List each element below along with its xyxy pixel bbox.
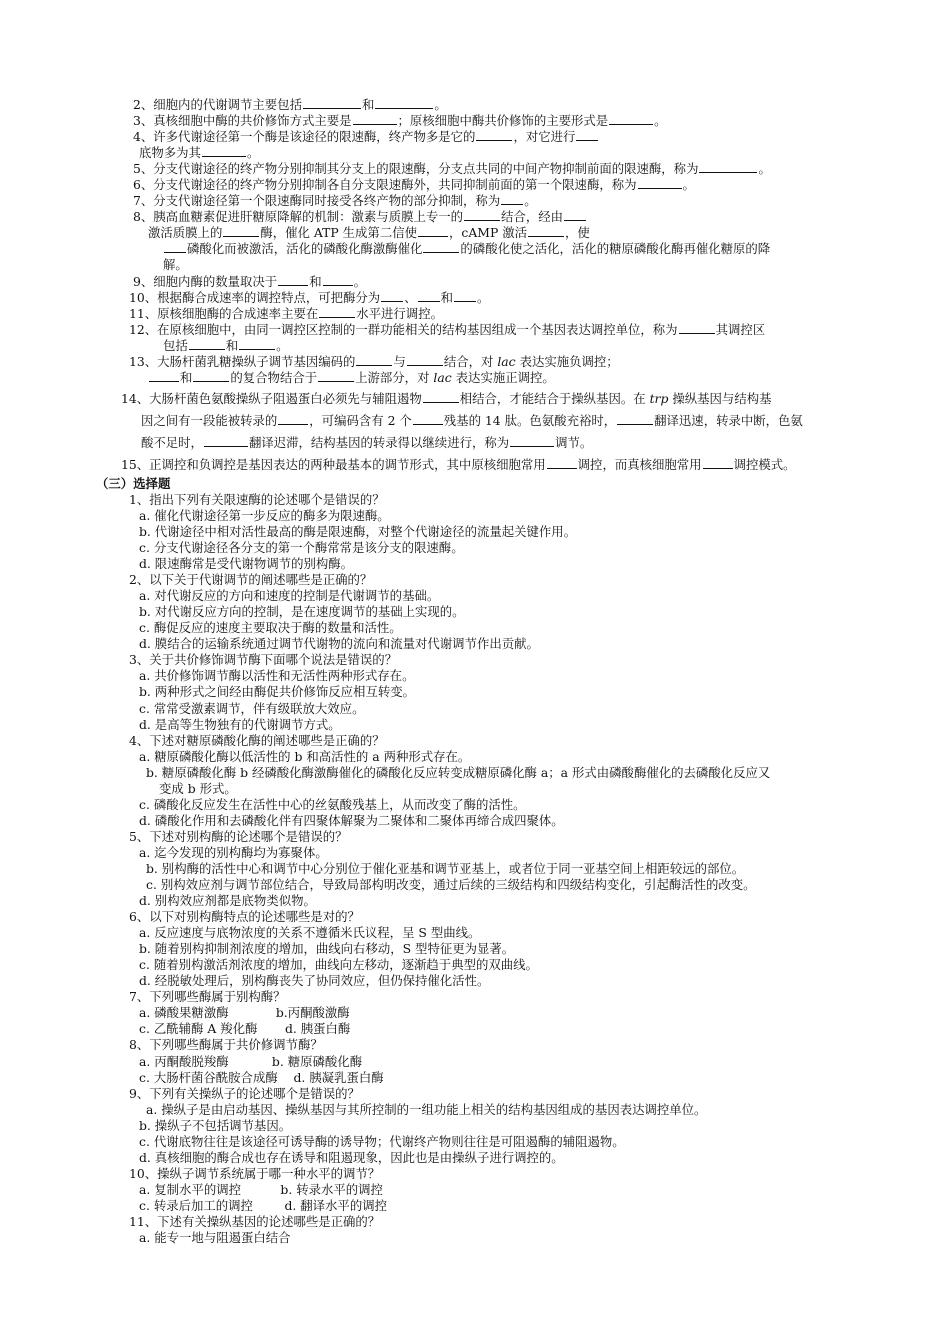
- question-text: 。: [434, 97, 447, 112]
- answer-option: b. 代谢途径中相对活性最高的酶是限速酶，对整个代谢途径的流量起关键作用。: [139, 523, 577, 539]
- answer-option: c. 磷酸化反应发生在活性中心的丝氨酸残基上，从而改变了酶的活性。: [139, 796, 526, 812]
- question-line: [0, 274, 950, 290]
- answer-option: d. 膜结合的运输系统通过调节代谢物的流向和流量对代谢调节作出贡献。: [139, 636, 539, 652]
- question-line: [0, 432, 950, 454]
- question-text: 。: [654, 113, 667, 129]
- question-stem: 5、下述对别构酶的论述哪个是错误的？: [129, 828, 348, 844]
- question-stem: 1、指出下列有关限速酶的论述哪个是错误的？: [129, 491, 385, 507]
- answer-option: a. 对代谢反应的方向和速度的控制是代谢调节的基础。: [139, 588, 440, 604]
- question-text: 酸不足时，: [141, 434, 203, 450]
- gene-name: lac: [497, 353, 516, 369]
- question-line: [0, 322, 950, 338]
- question-text: 7、分支代谢途径第一个限速酶同时接受各终产物的部分抑制，称为: [133, 193, 501, 209]
- question-text: ，使: [565, 225, 590, 241]
- question-line: [0, 388, 950, 410]
- answer-blank: [454, 290, 476, 302]
- question-text: 表达实施正调控。: [451, 369, 555, 385]
- answer-option: c. 乙酰辅酶 A 羧化酶 d. 胰蛋白酶: [139, 1021, 351, 1037]
- answer-option: a. 催化代谢途径第一步反应的酶多为限速酶。: [139, 507, 390, 523]
- question-text: 和: [180, 369, 193, 385]
- answer-blank: [353, 113, 397, 125]
- question-text: ，对它进行: [513, 129, 576, 145]
- question-line: [0, 306, 950, 322]
- question-text: 解。: [163, 257, 188, 273]
- question-text: 上游部分，对: [355, 369, 434, 385]
- answer-blank: [418, 225, 448, 237]
- question-text: 调控模式。: [733, 456, 796, 472]
- answer-option: d. 是高等生物独有的代谢调节方式。: [139, 716, 341, 732]
- question-stem: 2、以下关于代谢调节的阐述哪些是正确的？: [129, 572, 373, 588]
- answer-blank: [413, 413, 443, 425]
- question-text: 9、细胞内酶的数量取决于: [133, 273, 278, 289]
- answer-option: d. 经脱敏处理后，别构酶丧失了协同效应，但仍保持催化活性。: [139, 973, 490, 989]
- question-stem: 4、下述对糖原磷酸化酶的阐述哪些是正确的？: [129, 732, 385, 748]
- question-text: 11、原核细胞酶的合成速率主要在: [129, 305, 319, 321]
- answer-option: d. 限速酶常是受代谢物调节的别构酶。: [139, 556, 354, 572]
- question-line: [0, 97, 950, 113]
- question-text: 8、胰高血糖素促进肝糖原降解的机制：激素与质膜上专一的: [133, 209, 464, 225]
- question-text: 3、真核细胞中酶的共价修饰方式主要是: [133, 113, 352, 129]
- question-text: 因之间有一段能被转录的: [141, 412, 278, 428]
- question-text: 13、大肠杆菌乳糖操纵子调节基因编码的: [129, 353, 356, 369]
- answer-blank: [204, 435, 248, 447]
- answer-blank: [189, 338, 225, 350]
- answer-option: c. 大肠杆菌谷酰胺合成酶 d. 胰凝乳蛋白酶: [139, 1069, 384, 1085]
- answer-blank: [149, 370, 179, 382]
- answer-blank: [303, 97, 361, 109]
- question-line: [0, 370, 950, 386]
- answer-option: c. 转录后加工的调控 d. 翻译水平的调控: [139, 1197, 387, 1213]
- answer-blank: [164, 241, 186, 253]
- answer-blank: [464, 209, 500, 221]
- question-text: 调节。: [555, 434, 593, 450]
- answer-option: b. 操纵子不包括调节基因。: [139, 1117, 292, 1133]
- answer-blank: [703, 457, 733, 469]
- section-title: [0, 476, 950, 492]
- question-text: 。: [682, 177, 695, 193]
- answer-blank: [318, 370, 354, 382]
- question-line: [0, 177, 950, 193]
- gene-name: trp: [649, 390, 669, 406]
- answer-option: c. 分支代谢途径各分支的第一个酶常常是该分支的限速酶。: [139, 540, 464, 556]
- gene-name: lac: [433, 369, 452, 385]
- question-text: 5、分支代谢途径的终产物分别抑制其分支上的限速酶，分支点共同的中间产物抑制前面的限速酶，称为: [133, 161, 699, 177]
- question-text: 底物多为其: [139, 145, 201, 161]
- question-text: 酶，催化 ATP 生成第二信使: [260, 225, 417, 241]
- question-text: 6、分支代谢途径的终产物分别抑制各自分支限速酶外，共同抑制前面的第一个限速酶，称为: [133, 177, 637, 193]
- question-text: ；原核细胞中酶共价修饰的主要形式是: [397, 113, 609, 129]
- question-text: 。: [524, 193, 537, 209]
- answer-option: a. 操纵子是由启动基因、操纵基因与其所控制的一组功能上相关的结构基因组成的基因表达调控单位。: [146, 1101, 707, 1117]
- question-text: 翻译迟滞，结构基因的转录得以继续进行，称为: [248, 434, 510, 450]
- answer-option: c. 随着别构激活剂浓度的增加，曲线向左移动，逐渐趋于典型的双曲线。: [139, 957, 538, 973]
- answer-blank: [356, 354, 392, 366]
- answer-option: a. 共价修饰调节酶以活性和无活性两种形式存在。: [139, 668, 415, 684]
- question-text: 和: [361, 97, 375, 112]
- answer-blank: [418, 290, 440, 302]
- question-text: 和: [440, 289, 453, 305]
- question-text: 其调控区: [715, 321, 766, 337]
- question-stem: 7、下列哪些酶属于别构酶？: [129, 989, 286, 1005]
- question-text: 磷酸化而被激活，活化的磷酸化酶激酶催化: [187, 241, 423, 257]
- answer-option: d. 真核细胞的酶合成也存在诱导和阻遏现象，因此也是由操纵子进行调控的。: [139, 1149, 564, 1165]
- question-text: 激活质膜上的: [148, 225, 223, 241]
- question-text: 的磷酸化使之活化，活化的糖原磷酸化酶再催化糖原的降: [460, 241, 771, 257]
- answer-option: c. 别构效应剂与调节部位结合，导致局部构明改变，通过后续的三级结构和四级结构变化，引起酶活性的改变。: [146, 877, 756, 893]
- answer-blank: [638, 177, 682, 189]
- question-text: 。: [246, 145, 260, 161]
- question-stem: 9、下列有关操纵子的论述哪个是错误的？: [129, 1085, 360, 1101]
- question-text: 与: [393, 353, 406, 369]
- answer-blank: [381, 290, 403, 302]
- question-text: 水平进行调控。: [356, 305, 443, 321]
- answer-option: 变成 b 形式。: [159, 780, 237, 796]
- question-line: [0, 113, 950, 129]
- answer-option: b. 两种形式之间经由酶促共价修饰反应相互转变。: [139, 684, 416, 700]
- answer-blank: [202, 145, 246, 157]
- answer-option: d. 磷酸化作用和去磷酸化伴有四聚体解聚为二聚体和二聚体再缔合成四聚体。: [139, 812, 564, 828]
- answer-blank: [193, 370, 229, 382]
- answer-option: a. 磷酸果糖激酶 b.丙酮酸激酶: [139, 1005, 350, 1021]
- question-text: 结合，经由: [501, 209, 563, 225]
- answer-blank: [501, 193, 523, 205]
- question-stem: 6、以下对别构酶特点的论述哪些是对的？: [129, 909, 360, 925]
- fill-in-questions: [0, 97, 950, 386]
- question-text: 14、大肠杆菌色氨酸操纵子阻遏蛋白必须先与辅阻遏物: [121, 390, 422, 406]
- answer-blank: [323, 274, 353, 286]
- answer-blank: [679, 322, 715, 334]
- question-text: 15、正调控和负调控是基因表达的两种最基本的调节形式，其中原核细胞常用: [121, 456, 546, 472]
- answer-blank: [617, 413, 653, 425]
- choice-questions: [0, 492, 950, 1246]
- answer-blank: [576, 129, 598, 141]
- question-line: [0, 241, 950, 257]
- question-text: 。: [476, 289, 490, 305]
- answer-option: b. 随着别构抑制剂浓度的增加，曲线向右移动，S 型特征更为显著。: [139, 941, 515, 957]
- question-line: [0, 145, 950, 161]
- question-text: 调控，而真核细胞常用: [577, 456, 702, 472]
- question-text: 12、在原核细胞中，由同一调控区控制的一群功能相关的结构基因组成一个基因表达调控单位，称为: [129, 321, 678, 337]
- answer-blank: [239, 338, 275, 350]
- fill-in-questions-14-15: [0, 388, 950, 476]
- question-text: 和: [225, 337, 239, 353]
- question-stem: 8、下列哪些酶属于共价修调节酶？: [129, 1037, 323, 1053]
- question-line: [0, 338, 950, 354]
- answer-option: d. 别构效应剂都是底物类似物。: [139, 893, 316, 909]
- answer-blank: [699, 161, 757, 173]
- question-text: 残基的 14 肽。色氨酸充裕时，: [443, 412, 617, 428]
- answer-blank: [375, 97, 433, 109]
- answer-blank: [564, 209, 586, 221]
- question-line: [0, 290, 950, 306]
- question-line: [0, 454, 950, 476]
- question-line: [0, 209, 950, 225]
- answer-blank: [423, 391, 459, 403]
- answer-blank: [510, 435, 554, 447]
- answer-blank: [547, 457, 577, 469]
- question-text: 相结合，才能结合于操纵基因。在: [459, 390, 650, 406]
- question-text: ，cAMP 激活: [449, 225, 528, 241]
- question-text: 、: [404, 289, 417, 305]
- question-text: 4、许多代谢途径第一个酶是该途径的限速酶，终产物多是它的: [133, 129, 476, 145]
- question-text: 2、细胞内的代谢调节主要包括: [133, 97, 302, 112]
- answer-blank: [319, 306, 355, 318]
- question-line: [0, 354, 950, 370]
- answer-blank: [278, 274, 308, 286]
- question-line: [0, 257, 950, 273]
- answer-option: b. 别构酶的活性中心和调节中心分别位于催化亚基和调节亚基上，或者位于同一亚基空间上相距较远的部位。: [146, 860, 745, 876]
- question-text: ，可编码含有 2 个: [309, 412, 412, 428]
- question-line: [0, 410, 950, 432]
- question-text: 包括: [163, 337, 188, 353]
- answer-option: c. 代谢底物往往是该途径可诱导酶的诱导物；代谢终产物则往往是可阻遏酶的辅阻遏物。: [139, 1133, 625, 1149]
- answer-option: b. 糖原磷酸化酶 b 经磷酸化酶激酶催化的磷酸化反应转变成糖原磷化酶 a；a 形式由磷酸酶催化的去磷酸化反应又: [146, 764, 771, 780]
- answer-option: a. 能专一地与阻遏蛋白结合: [139, 1230, 291, 1246]
- question-text: 。: [353, 273, 366, 289]
- answer-option: a. 迄今发现的别构酶均为寡聚体。: [139, 844, 328, 860]
- question-line: [0, 193, 950, 209]
- answer-option: a. 糖原磷酸化酶以低活性的 b 和高活性的 a 两种形式存在。: [139, 748, 471, 764]
- answer-option: c. 酶促反应的速度主要取决于酶的数量和活性。: [139, 620, 402, 636]
- question-text: 和: [309, 273, 322, 289]
- answer-option: a. 复制水平的调控 b. 转录水平的调控: [139, 1181, 383, 1197]
- question-text: 翻译迅速，转录中断，色氨: [654, 412, 803, 428]
- question-text: 操纵基因与结构基: [668, 390, 772, 406]
- question-text: 结合，对: [443, 353, 498, 369]
- question-text: 表达实施负调控；: [515, 353, 619, 369]
- document-page: [0, 97, 950, 1246]
- question-stem: 10、操纵子调节系统属于哪一种水平的调节？: [129, 1165, 381, 1181]
- answer-blank: [476, 129, 512, 141]
- answer-blank: [528, 225, 564, 237]
- question-line: [0, 161, 950, 177]
- question-text: 。: [758, 161, 771, 177]
- question-line: [0, 225, 950, 241]
- question-text: 。: [276, 337, 289, 353]
- section-title-text: （三）选择题: [96, 475, 171, 491]
- answer-option: a. 反应速度与底物浓度的关系不遵循米氏议程，呈 S 型曲线。: [139, 925, 481, 941]
- question-stem: 11、下述有关操纵基因的论述哪些是正确的？: [129, 1214, 381, 1229]
- answer-blank: [278, 413, 308, 425]
- question-line: [0, 129, 950, 145]
- question-text: 10、根据酶合成速率的调控特点，可把酶分为: [129, 289, 381, 305]
- answer-option: a. 丙酮酸脱羧酶 b. 糖原磷酸化酶: [139, 1053, 363, 1069]
- answer-blank: [609, 113, 653, 125]
- answer-option: c. 常常受激素调节，伴有级联放大效应。: [139, 700, 365, 716]
- answer-option: b. 对代谢反应方向的控制，是在速度调节的基础上实现的。: [139, 604, 465, 620]
- answer-blank: [423, 241, 459, 253]
- question-stem: 3、关于共价修饰调节酶下面哪个说法是错误的？: [129, 652, 398, 668]
- question-text: 的复合物结合于: [230, 369, 318, 385]
- answer-blank: [407, 354, 443, 366]
- answer-blank: [223, 225, 259, 237]
